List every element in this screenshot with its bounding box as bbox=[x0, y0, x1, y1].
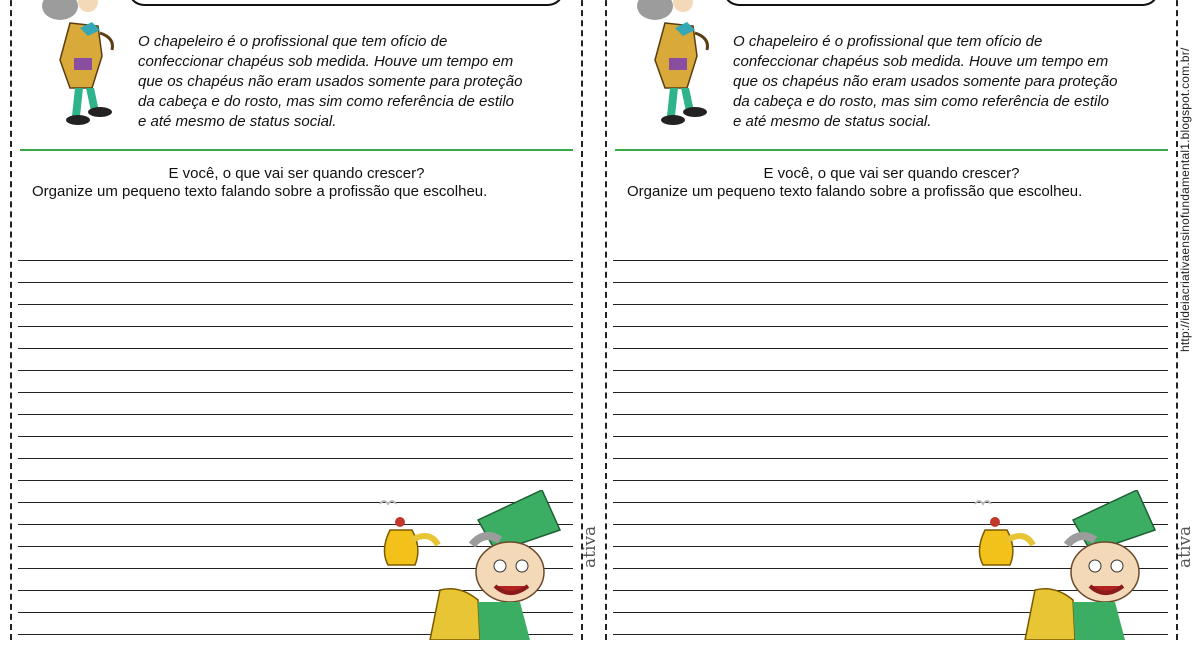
title-box bbox=[723, 0, 1159, 6]
mad-hatter-teapot-illustration bbox=[360, 490, 580, 640]
writing-line[interactable] bbox=[613, 414, 1168, 415]
writing-line[interactable] bbox=[613, 370, 1168, 371]
writing-line[interactable] bbox=[18, 260, 573, 261]
writing-line[interactable] bbox=[613, 348, 1168, 349]
writing-line[interactable] bbox=[613, 480, 1168, 481]
title-box bbox=[128, 0, 564, 6]
writing-line[interactable] bbox=[18, 304, 573, 305]
brand-watermark: ativa bbox=[1175, 525, 1195, 568]
writing-line[interactable] bbox=[613, 304, 1168, 305]
writing-prompt bbox=[20, 165, 573, 201]
intro-paragraph: O chapeleiro é o profissional que tem ofício de confeccionar chapéus sob medida. Houve um tempo em que os chapéus não eram usados somente para proteção da cabeça e do rosto, mas sim como referência de estilo e até mesmo de status social. bbox=[733, 33, 1118, 130]
writing-line[interactable] bbox=[18, 480, 573, 481]
prompt-instruction: Organize um pequeno texto falando sobre a profissão que escolheu. bbox=[32, 183, 488, 200]
mad-hatter-small-illustration bbox=[20, 0, 140, 138]
prompt-instruction: Organize um pequeno texto falando sobre a profissão que escolheu. bbox=[627, 183, 1083, 200]
writing-line[interactable] bbox=[18, 348, 573, 349]
intro-paragraph: O chapeleiro é o profissional que tem ofício de confeccionar chapéus sob medida. Houve um tempo em que os chapéus não eram usados somente para proteção da cabeça e do rosto, mas sim como referência de estilo e até mesmo de status social. bbox=[138, 33, 523, 130]
writing-line[interactable] bbox=[613, 260, 1168, 261]
mad-hatter-teapot-illustration bbox=[955, 490, 1175, 640]
site-url: http://ideiacriativaensinofundamental1.blogspot.com.br/ bbox=[1178, 47, 1192, 352]
brand-watermark: ativa bbox=[580, 525, 600, 568]
green-divider bbox=[615, 149, 1168, 151]
writing-line[interactable] bbox=[18, 458, 573, 459]
mad-hatter-small-illustration bbox=[615, 0, 735, 138]
writing-line[interactable] bbox=[613, 458, 1168, 459]
writing-line[interactable] bbox=[613, 436, 1168, 437]
writing-prompt bbox=[615, 165, 1168, 201]
writing-line[interactable] bbox=[18, 282, 573, 283]
writing-line[interactable] bbox=[18, 392, 573, 393]
writing-line[interactable] bbox=[18, 370, 573, 371]
prompt-question: E você, o que vai ser quando crescer? bbox=[168, 165, 425, 182]
prompt-question: E você, o que vai ser quando crescer? bbox=[763, 165, 1020, 182]
writing-line[interactable] bbox=[613, 392, 1168, 393]
writing-line[interactable] bbox=[18, 436, 573, 437]
writing-line[interactable] bbox=[18, 326, 573, 327]
writing-line[interactable] bbox=[613, 282, 1168, 283]
writing-line[interactable] bbox=[18, 414, 573, 415]
green-divider bbox=[20, 149, 573, 151]
writing-line[interactable] bbox=[613, 326, 1168, 327]
